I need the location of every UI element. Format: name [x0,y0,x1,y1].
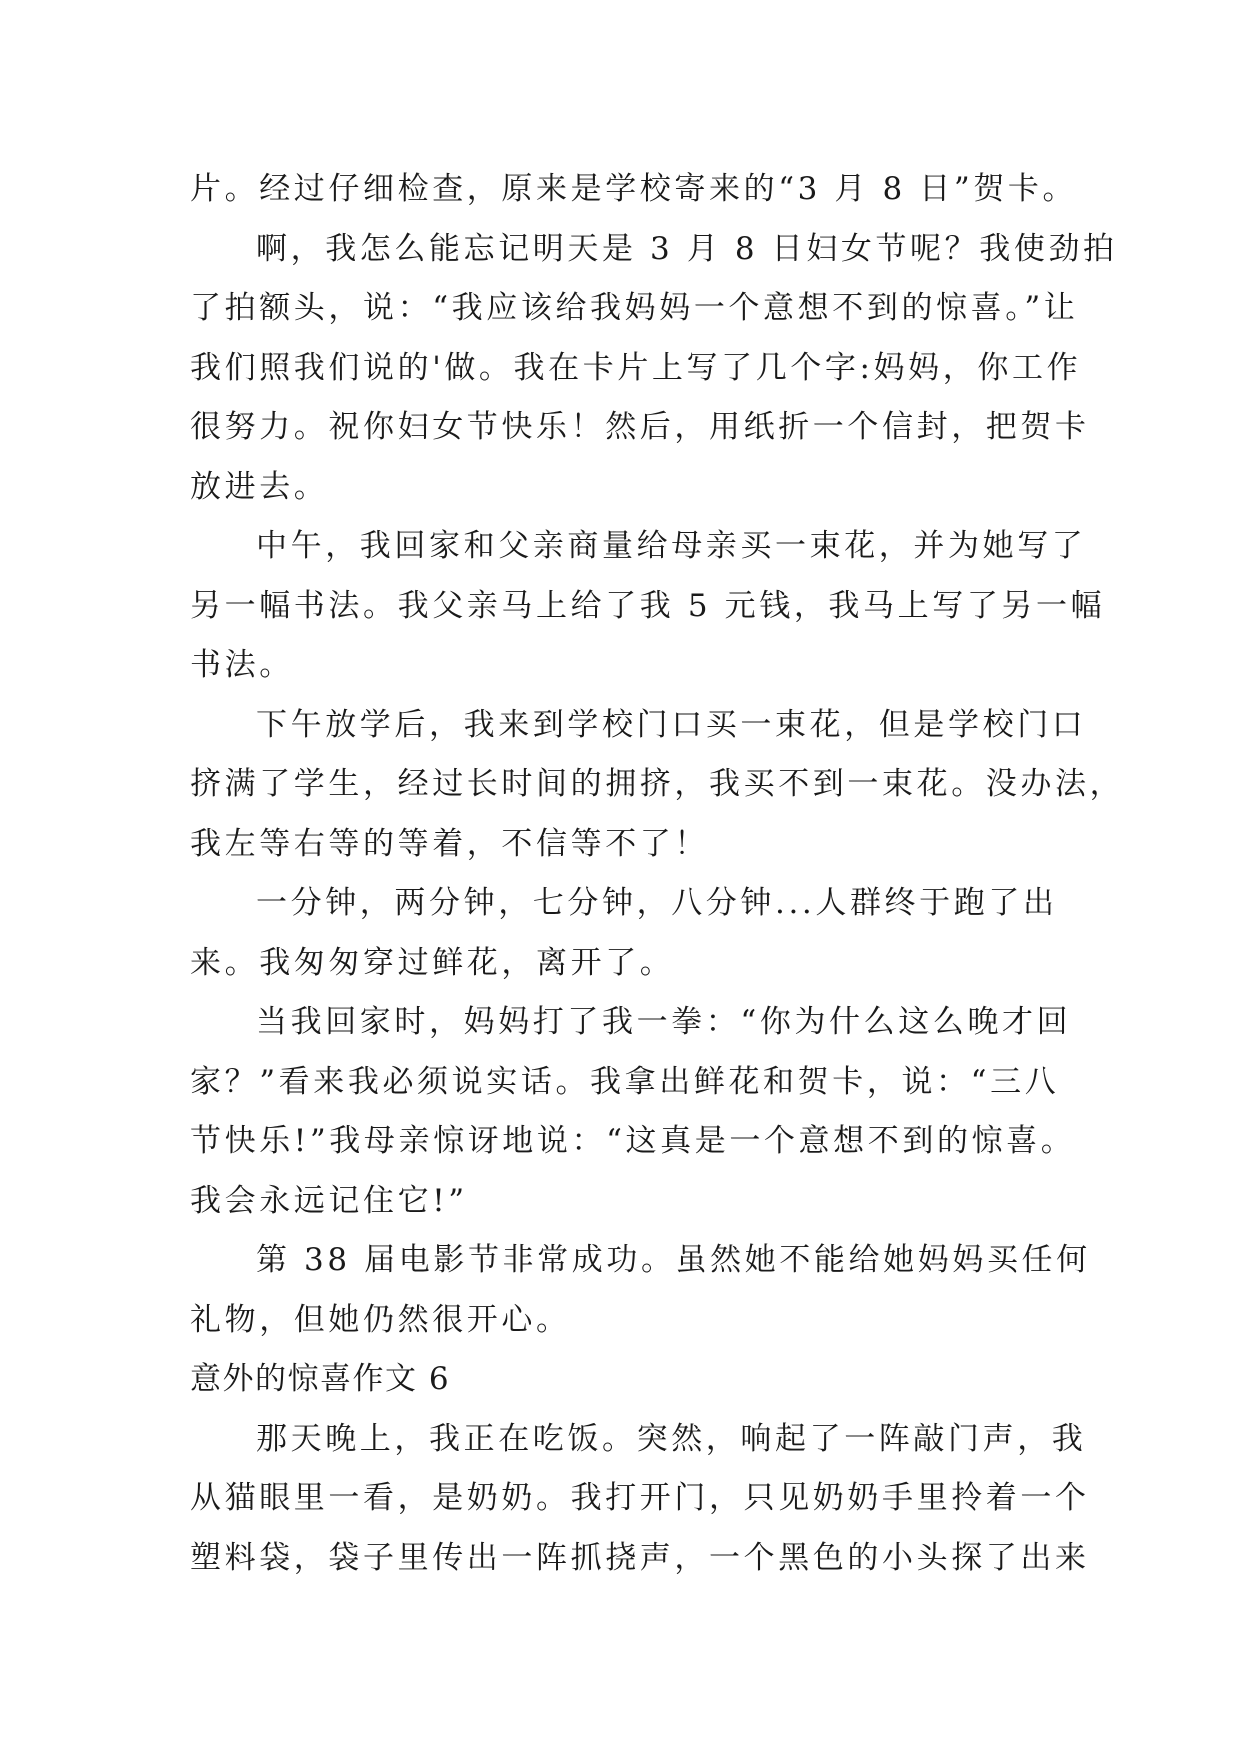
section-heading: 意外的惊喜作文 6 [190,1361,451,1397]
paragraph-start-line: 啊，我怎么能忘记明天是 3 月 8 日妇女节呢？我使劲拍 [256,230,1118,267]
text-line: 我左等右等的等着，不信等不了！ [190,825,709,862]
text-line: 家？”看来我必须说实话。我拿出鲜花和贺卡，说：“三八 [190,1063,1060,1100]
paragraph-start-line: 当我回家时，妈妈打了我一拳：“你为什么这么晚才回 [256,1004,1072,1040]
paragraph-start-line: 一分钟，两分钟，七分钟，八分钟...人群终于跑了出 [256,885,1058,921]
text-line: 了拍额头，说：“我应该给我妈妈一个意想不到的惊喜。”让 [190,290,1079,326]
text-line: 书法。 [190,647,294,683]
paragraph-start-line: 第 38 届电影节非常成功。虽然她不能给她妈妈买任何 [256,1242,1091,1278]
text-line: 我会永远记住它!” [190,1182,468,1219]
paragraph-start-line: 那天晚上，我正在吃饭。突然，响起了一阵敲门声，我 [256,1420,1087,1457]
text-line: 塑料袋，袋子里传出一阵抓挠声，一个黑色的小头探了出来 [190,1539,1090,1576]
paragraph-start-line: 中午，我回家和父亲商量给母亲买一束花，并为她写了 [256,528,1087,564]
paragraph-start-line: 下午放学后，我来到学校门口买一束花，但是学校门口 [256,706,1087,743]
text-line: 片。经过仔细检查，原来是学校寄来的“3 月 8 日”贺卡。 [190,171,1078,207]
text-line: 来。我匆匆穿过鲜花，离开了。 [190,944,675,981]
text-line: 礼物，但她仍然很开心。 [190,1301,571,1338]
text-line: 从猫眼里一看，是奶奶。我打开门，只见奶奶手里拎着一个 [190,1480,1090,1516]
document-body [190,160,1125,1588]
text-line: 放进去。 [190,468,329,505]
text-line: 另一幅书法。我父亲马上给了我 5 元钱，我马上写了另一幅 [190,587,1106,624]
text-line: 我们照我们说的'做。我在卡片上写了几个字:妈妈，你工作 [190,349,1082,386]
text-line: 挤满了学生，经过长时间的拥挤，我买不到一束花。没办法， [190,766,1125,802]
text-line: 很努力。祝你妇女节快乐！然后，用纸折一个信封，把贺卡 [190,409,1090,445]
text-line: 节快乐!”我母亲惊讶地说：“这真是一个意想不到的惊喜。 [190,1123,1076,1159]
